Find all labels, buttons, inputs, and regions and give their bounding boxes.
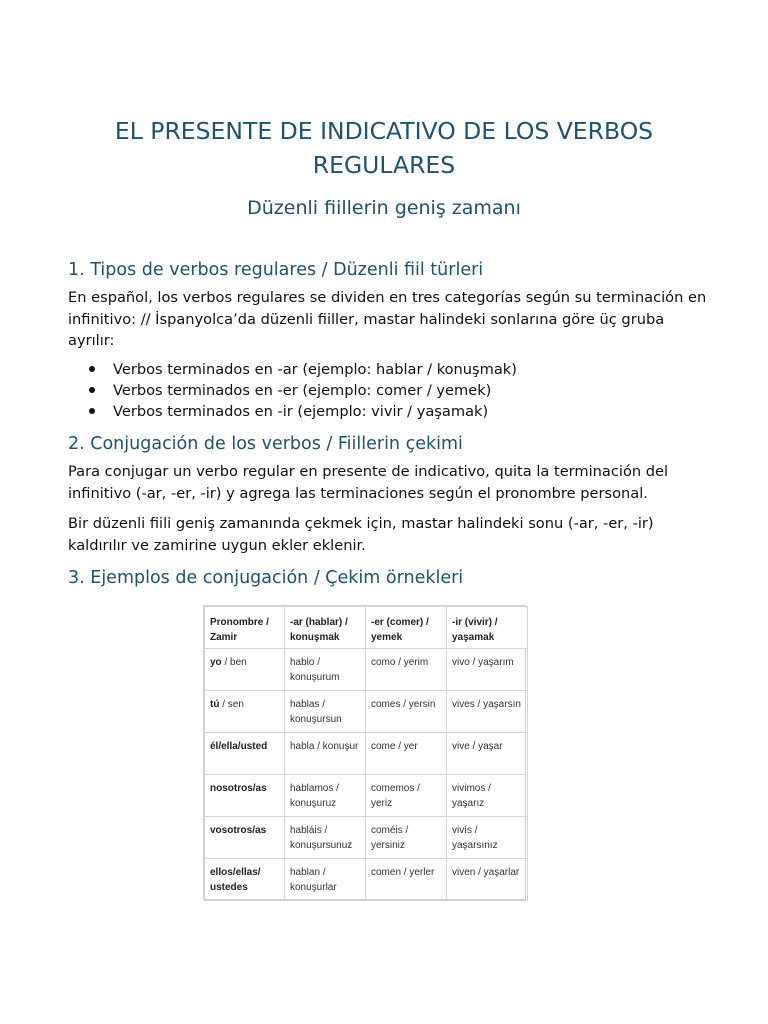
cell-er: como / yerim <box>366 649 447 691</box>
cell-ir: vivís / yaşarsınız <box>447 817 528 859</box>
table-row <box>205 733 528 775</box>
table-row <box>205 775 528 817</box>
list-item-text: Verbos terminados en -ir (ejemplo: vivir / yaşamak) <box>113 403 489 420</box>
pronoun-tr: / sen <box>219 699 244 710</box>
cell-ar: hablamos / konuşuruz <box>285 775 366 817</box>
header-ar: -ar (hablar) / konuşmak <box>285 607 366 649</box>
cell-pronoun <box>205 775 285 817</box>
header-pronoun: Pronombre / Zamir <box>205 607 285 649</box>
cell-er: comen / yerler <box>366 859 447 901</box>
cell-pronoun <box>205 817 285 859</box>
document-title: EL PRESENTE DE INDICATIVO DE LOS VERBOS REGULARES <box>114 117 654 179</box>
bullet-icon <box>89 387 95 393</box>
cell-ar: hablan / konuşurlar <box>285 859 366 901</box>
list-item <box>68 359 688 380</box>
cell-ar: habla / konuşur <box>285 733 366 775</box>
cell-ir: vivimos / yaşarız <box>447 775 528 817</box>
pronoun-es: ellos/ellas/ ustedes <box>210 867 261 893</box>
pronoun-es: él/ella/usted <box>210 741 268 752</box>
cell-ar: habláis / konuşursunuz <box>285 817 366 859</box>
section3-heading: 3. Ejemplos de conjugación / Çekim örnekleri <box>68 568 464 588</box>
list-item <box>68 380 688 401</box>
bullet-icon <box>89 366 95 372</box>
bullet-icon <box>89 408 95 414</box>
table-row <box>205 691 528 733</box>
cell-er: comemos / yeriz <box>366 775 447 817</box>
cell-ir: vive / yaşar <box>447 733 528 775</box>
list-item-text: Verbos terminados en -ar (ejemplo: hablar / konuşmak) <box>113 361 517 378</box>
cell-er: come / yer <box>366 733 447 775</box>
section2-paragraph-es: Para conjugar un verbo regular en presente de indicativo, quita la terminación del infinitivo (-ar, -er, -ir) y agrega las terminaciones según el pronombre personal. <box>68 463 669 502</box>
verb-types-list <box>68 359 688 422</box>
cell-ir: vives / yaşarsın <box>447 691 528 733</box>
cell-ir: vivo / yaşarım <box>447 649 528 691</box>
cell-er: comes / yersin <box>366 691 447 733</box>
cell-ir: viven / yaşarlar <box>447 859 528 901</box>
pronoun-es: nosotros/as <box>210 783 267 794</box>
cell-ar: hablas / konuşursun <box>285 691 366 733</box>
cell-pronoun <box>205 691 285 733</box>
header-ir: -ir (vivir) / yaşamak <box>447 607 528 649</box>
list-item-text: Verbos terminados en -er (ejemplo: comer / yemek) <box>113 382 492 399</box>
section1-intro: En español, los verbos regulares se dividen en tres categorías según su terminación en infinitivo: // İspanyolca’da düzenli fiiller, mastar halindeki sonlarına göre üç gruba ayrılır: <box>68 289 707 349</box>
cell-pronoun <box>205 649 285 691</box>
table-row <box>205 859 528 901</box>
cell-pronoun <box>205 859 285 901</box>
cell-ar: hablo / konuşurum <box>285 649 366 691</box>
pronoun-tr: / ben <box>221 657 247 668</box>
document-subtitle: Düzenli fiillerin geniş zamanı <box>247 197 521 219</box>
cell-er: coméis / yersiniz <box>366 817 447 859</box>
table-header-row <box>205 607 528 649</box>
table-row <box>205 649 528 691</box>
section2-paragraph-tr: Bir düzenli fiili geniş zamanında çekmek için, mastar halindeki sonu (-ar, -er, -ir) kaldırılır ve zamirine uygun ekler eklenir. <box>68 515 654 554</box>
header-er: -er (comer) / yemek <box>366 607 447 649</box>
cell-pronoun <box>205 733 285 775</box>
section1-heading: 1. Tipos de verbos regulares / Düzenli fiil türleri <box>68 260 484 280</box>
pronoun-es: vosotros/as <box>210 825 267 836</box>
conjugation-table <box>203 605 526 900</box>
pronoun-es: yo <box>210 657 222 668</box>
section2-heading: 2. Conjugación de los verbos / Fiillerin çekimi <box>68 434 463 454</box>
list-item <box>68 401 688 422</box>
table-row <box>205 817 528 859</box>
pronoun-es: tú <box>210 699 220 710</box>
